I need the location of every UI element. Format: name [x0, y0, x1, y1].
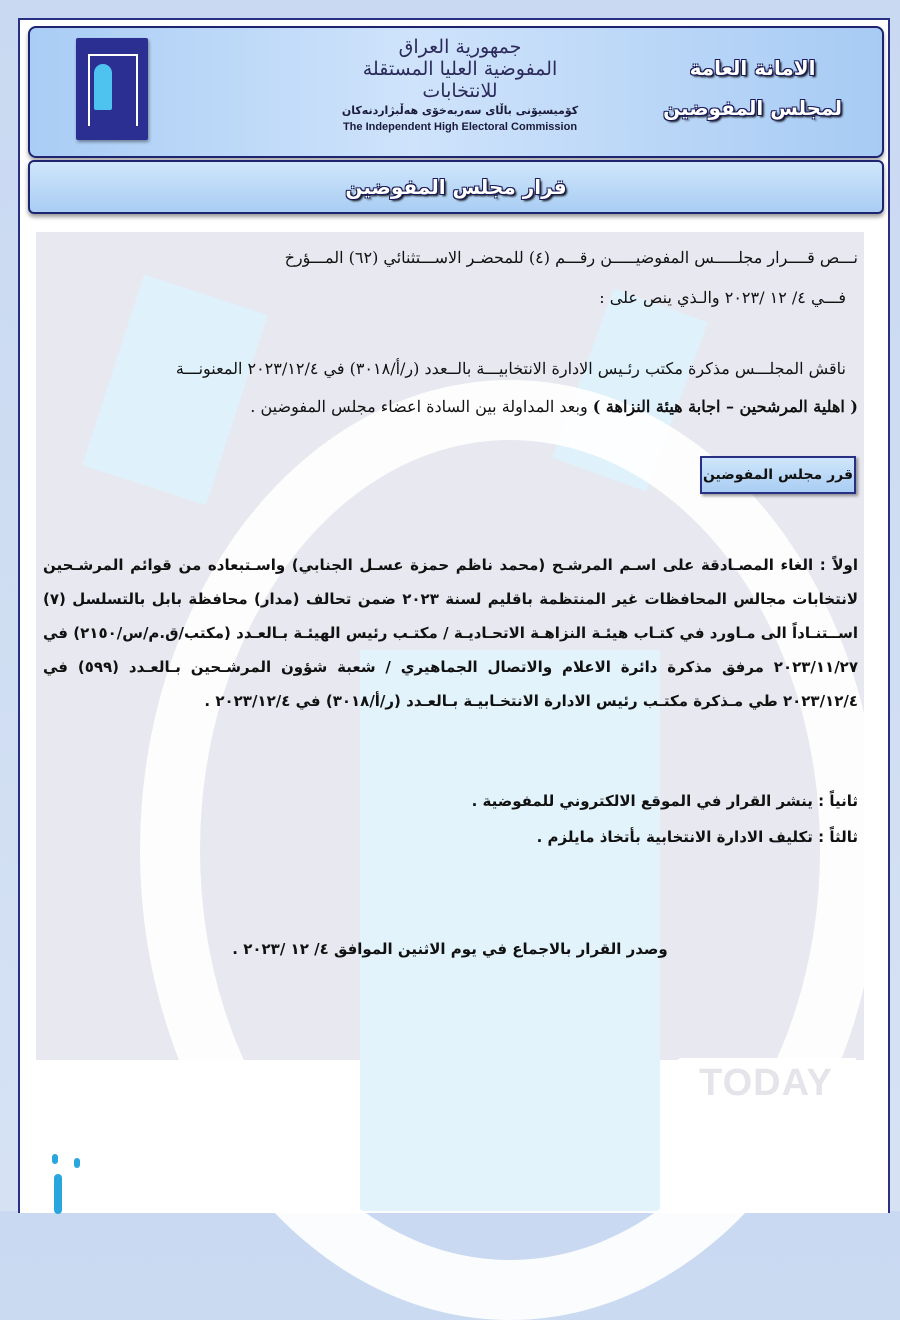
decision-first: اولاً : الغاء المصـادقة على اسـم المرشـح (محمد ناظم حمزة عسـل الجنابي) واسـتبعاده من قوائم المرشـحين لانتخابات مجالس المحافظات غير المنتظمة باقليم لسنة ٢٠٢٣ ضمن تحالف (مدار) محافظة بابل بالتسلسل (٧) اســتنـاداً الى مـاورد في كتـاب هيئـة النزاهـة الاتحـاديـة / مكتـب رئيس الهيئـة بـالعـدد (مكتب/ق.م/س/٢١٥٠) في ٢٠٢٣/١١/٢٧ مرفق مذكرة دائرة الاعلام والاتصال الجماهيري / شعبة شؤون المرشـحين بـالعـدد (٥٩٩) في ٢٠٢٣/١٢/٤ طي مـذكرة مكتـب رئيس الادارة الانتخـابيـة بـالعـدد (ر/أ/٣٠١٨) في ٢٠٢٣/١٢/٤ . — [43, 556, 858, 710]
issuance-statement: وصدر القرار بالاجماع في يوم الاثنين الموافق ٤/ ١٢ /٢٠٢٣ . — [232, 940, 668, 958]
intro-paragraph — [48, 238, 858, 318]
letterhead — [28, 26, 884, 158]
ihec-logo — [76, 38, 148, 140]
today-news-tagline: تـودي نيـوز NEWS — [739, 1110, 856, 1125]
decision-second: ثانياً : ينشر القرار في الموقع الالكتروني للمفوضية . — [471, 792, 858, 810]
discussion-rest: وبعد المداولة بين السادة اعضاء مجلس المفوضين . — [250, 397, 593, 416]
commission-name-arabic: المفوضية العليا المستقلة للانتخابات — [362, 58, 558, 102]
commission-name-english: The Independent High Electoral Commission — [342, 121, 578, 133]
department-title — [663, 48, 842, 128]
department-line-1: الامانة العامة — [689, 56, 816, 80]
voter-figure-icon — [94, 64, 112, 110]
today-wordmark: TODAY — [699, 1062, 833, 1104]
discussion-line-2 — [48, 388, 858, 426]
today-news-watermark — [676, 1058, 856, 1108]
decided-label: قرر مجلس المفوضين — [700, 456, 856, 494]
commission-name-kurdish: كۆمیسیۆنی باڵای سەربەخۆی هەڵبژاردنەکان — [341, 104, 579, 117]
republic-name: جمهورية العراق — [398, 36, 522, 58]
decision-third: ثالثاً : تكليف الادارة الانتخابية بأتخاذ مايلزم . — [536, 828, 858, 846]
intro-line-1: نـــص قــــرار مجلـــــس المفوضيـــــن رقـــم (٤) للمحضـر الاســـتثنائي (٦٢) المـــؤرخ — [284, 248, 858, 267]
document-title: قرار مجلس المفوضين — [28, 160, 884, 214]
discussion-line-1: ناقش المجلـــس مذكرة مكتب رئـيس الادارة الانتخابيـــة بالــعدد (ر/أ/٣٠١٨) في ٢٠٢٣/١٢/٤ المعنونـــة — [175, 359, 846, 378]
discussion-paragraph — [48, 350, 858, 426]
department-line-2: لمجلس المفوضين — [663, 96, 842, 120]
intro-line-2: فـــي ٤/ ١٢ /٢٠٢٣ والـذي ينص على : — [599, 288, 846, 307]
commission-title-block — [330, 36, 590, 134]
discussion-subject: ( اهلية المرشحين – اجابة هيئة النزاهة ) — [592, 397, 858, 416]
